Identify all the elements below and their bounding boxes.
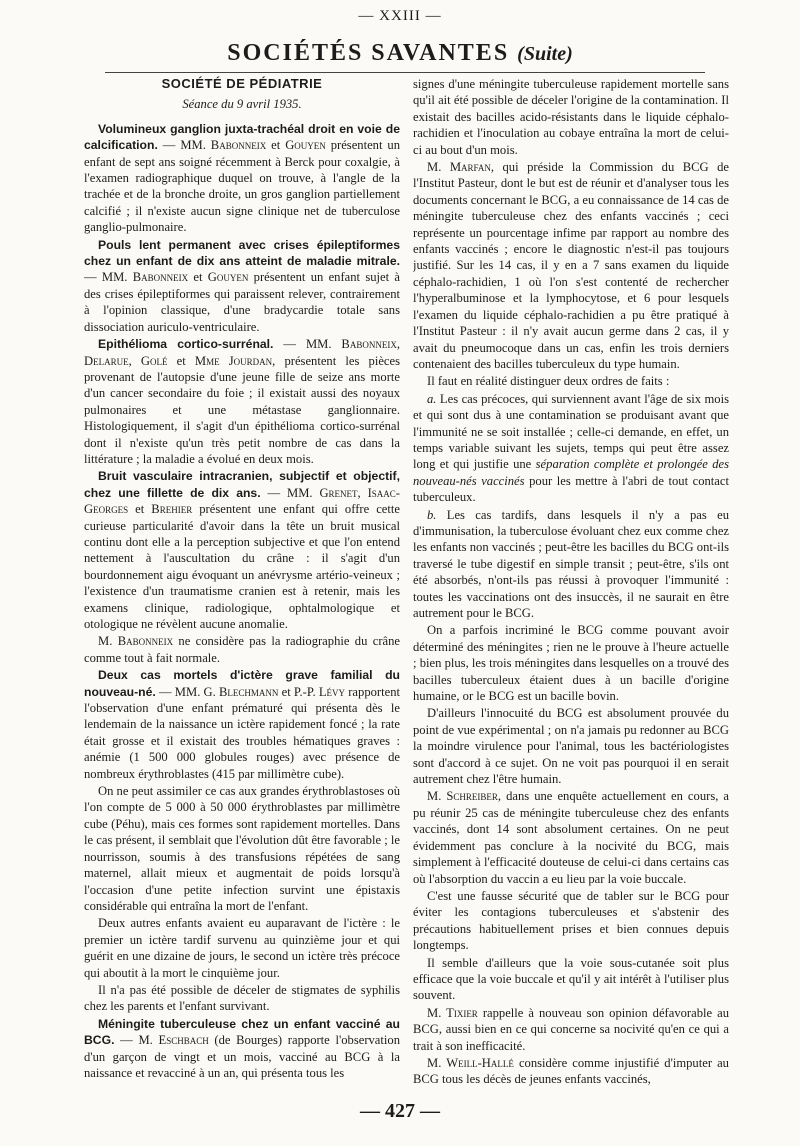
article-ictere-p2: On ne peut assimiler ce cas aux grandes érythroblastoses où l'on compte de 5 000 à 50 000 érythroblastes par millimètre cube (Péhu), mais ces formes sont rapidement mortelles. Dans le cas présent, il semblait que l'évolution dût être favorable ; le nourrisson, soumis à des transfusions répétées de sang maternel, allait mieux et augmentait de poids lorsqu'à l'occasion d'une petite infection survint une épistaxis considérable qui entraîna la mort de l'enfant. — [84, 784, 400, 913]
article-bruit-comment — [84, 633, 400, 666]
author: MM. Babonneix — [180, 138, 267, 153]
author: MM. Grenet, Isaac-Georges — [84, 485, 400, 517]
running-page-number: — XXIII — — [358, 8, 442, 24]
article-body: , présentent les pièces provenant de l'autopsie d'une jeune fille de seize ans morte d'un cancer secondaire du foie ; il existait aussi des noyaux pulmonaires et une métastase ganglionnaire. Histologiquement, il s'agit d'un épithélioma cortico-surrénal dont il n'existe qu'un très petit nombre de cas dans la littérature ; la maladie a évolué en deux mois. — [84, 353, 400, 466]
article-ictere: Deux cas mortels d'ictère grave familial du nouveau-né. — MM. G. Blechmann et P.-P. Lévy rapportent l'observation d'une enfant prématuré qui présenta dès le lendemain de la naissance un ictère rapidement foncé ; la rate était grosse et il existait des troubles hématiques graves : anémie (1 500 000 globules rouges) avec présence de nombreux érythroblastes (415 par millimètre cube). — [84, 668, 400, 781]
section-title: SOCIÉTÉS SAVANTES — [227, 40, 510, 66]
list-marker: a. — [427, 391, 437, 406]
paragraph-deux-ordres: Il faut en réalité distinguer deux ordres de faits : — [427, 374, 670, 389]
paragraph-marfan — [413, 159, 729, 372]
article-ictere-p4: Il n'a pas été possible de déceler de stigmates de syphilis chez les parents et l'enfant survivant. — [84, 982, 400, 1014]
author: MM. Babonneix — [101, 270, 189, 285]
paragraph-body: rappelle à nouveau son opinion défavorable au BCG, aussi bien en ce qui concerne sa nocivité qu'en ce qui a trait à son inefficacité. — [413, 1005, 729, 1053]
emphasis: séparation complète et prolongée des nouveau-nés vaccinés — [413, 457, 729, 488]
article-body: présentent une enfant qui offre cette curieuse particularité d'avoir dans la tête un bruit musical continu dont elle a la perception subjective et que l'on entend nettement à l'auscultation du crâne : il s'agit d'un bourdonnement aigu évoquant un anévrysme artério-veineux ; l'existence d'un traumatisme cranien est à retenir, mais les examens clinique, radiologique, ophtalmologique et otologique ne révèlent aucune anomalie. — [84, 502, 400, 631]
article-pouls-lent: Pouls lent permanent avec crises épileptiformes chez un enfant de dix ans atteint de maladie mitrale. — MM. Babonneix et Gouyen présentent un enfant sujet à des crises épileptiformes qui paraissent relever, contrairement à l'opinion classique, d'une bradycardie totale sans dissociation auriculo-ventriculaire. — [84, 237, 400, 334]
author: MM. G. Blechmann — [174, 684, 279, 699]
seance-date: Séance du 9 avril 1935. — [182, 97, 302, 112]
article-title: Pouls lent permanent avec crises épileptiformes chez un enfant de dix ans atteint de maladie mitrale. — [84, 237, 400, 269]
author: MM. Babonneix, Delarue, Golé — [84, 337, 400, 368]
author: Brehier — [151, 502, 193, 517]
section-suite: (Suite) — [517, 43, 573, 65]
list-marker: b. — [427, 507, 437, 522]
author: Mme Jourdan — [194, 353, 273, 368]
author: M. Babonneix — [98, 634, 174, 649]
author: M. Tixier — [427, 1005, 478, 1020]
article-ictere-p3: Deux autres enfants avaient eu auparavant de l'ictère : le premier un ictère tardif survenu au quinzième jour et qui guérit en une dizaine de jours, le second un ictère très précoce qui aboutit à la mort le cinquième jour. — [84, 916, 400, 980]
article-title: Epithélioma cortico-surrénal. — [98, 337, 274, 352]
right-column — [413, 76, 729, 1091]
article-title: Méningite tuberculeuse chez un enfant vacciné au BCG. — [84, 1016, 400, 1048]
paragraph-fausse-securite: C'est une fausse sécurité que de tabler sur le BCG pour éviter les contagions tuberculeuses et s'abstenir des précautions habituellement prises et bien connues depuis longtemps. — [413, 888, 729, 953]
page-number: — 427 — — [360, 1100, 440, 1122]
section-header — [0, 40, 800, 67]
paragraph-body: considère comme injustifié d'imputer au BCG tous les décès de jeunes enfants vaccinés, — [413, 1055, 729, 1087]
article-body: présentent un enfant sujet à des crises épileptiformes qui paraissent relever, contrairement à l'opinion classique, d'une bradycardie totale sans dissociation auriculo-ventriculaire. — [84, 270, 400, 334]
paragraph-innocuite: D'ailleurs l'innocuité du BCG est absolument prouvée du point de vue expérimental ; on n'a jamais pu redonner au BCG la moindre virulence pour l'animal, tous les bactériologistes sont d'accord à ce sujet. On ne voit pas pourquoi il en serait autrement chez l'être humain. — [413, 706, 729, 787]
author: Gouyen — [207, 270, 249, 285]
article-meningite: Méningite tuberculeuse chez un enfant vacciné au BCG. — M. Eschbach (de Bourges) rapporte l'observation d'un garçon de vingt et un mois, vacciné au BCG à la naissance et revacciné à un an, qui présenta tous les — [84, 1016, 400, 1080]
paragraph-body: , dans une enquête actuellement en cours, a pu réunir 25 cas de méningite tuberculeuse chez des enfants vaccinés, dont 14 sont absolument certaines. On ne peut évidemment pas conclure à la nocivité du BCG, mais simplement à l'efficacité douteuse de celui-ci dans certains cas où l'absorption du vaccin a eu lieu par la voie buccale. — [413, 789, 729, 886]
article-title: Deux cas mortels d'ictère grave familial du nouveau-né. — [84, 668, 400, 699]
paragraph-voie-sous-cutanee: Il semble d'ailleurs que la voie sous-cutanée soit plus efficace que la voie buccale et qu'il y ait intérêt à l'utiliser plus souvent. — [413, 955, 729, 1003]
paragraph-cas-precoces: a. Les cas précoces, qui surviennent avant l'âge de six mois et qui sont dus à une contamination se produisant avant que l'immunité ne se soit installée ; celle-ci demande, en effet, un temps variable suivant les sujets, temps qui peut être assez long et qui justifie une séparation complète et prolongée des nouveau-nés vaccinés pour les mettre à l'abri de tout contact tuberculeux. — [413, 391, 729, 505]
author: M. Eschbach — [138, 1033, 209, 1048]
paragraph-tixier — [413, 1005, 729, 1054]
author: Gouyen — [285, 138, 326, 153]
paragraph-cas-tardifs: b. Les cas tardifs, dans lesquels il n'y a pas eu d'immunisation, la tuberculose évoluant chez eux comme chez les enfants non vaccinés ; peut-être les bacilles du BCG ont-ils traversé le tube digestif en simple transit ; peut-être, s'ils ont été absorbés, n'ont-ils pas réussi à provoquer l'immunité : toutes les vaccinations ont des insuccès, il ne saurait en être autrement pour le BCG. — [413, 507, 729, 620]
article-body: (de Bourges) rapporte l'observation d'un garçon de vingt et un mois, vacciné au BCG à la naissance et revacciné à un an, qui présenta tous les — [84, 1033, 400, 1080]
author: M. Weill-Hallé — [427, 1055, 514, 1070]
society-title: SOCIÉTÉ DE PÉDIATRIE — [161, 76, 323, 91]
paragraph-schreiber — [413, 788, 729, 886]
paragraph-incrimine: On a parfois incriminé le BCG comme pouvant avoir déterminé des méningites ; rien ne le prouve à l'heure actuelle ; bien plus, les trois méningites dans lesquelles on a trouvé des bacilles tuberculeux étaient dues à un bacille d'origine humaine, or le BCG est un bacille bovin. — [413, 623, 729, 704]
article-body: ne considère pas la radiographie du crâne comme tout à fait normale. — [84, 634, 400, 665]
article-body: présentent un enfant de sept ans soigné récemment à Berck pour coxalgie, à l'examen radiographique duquel on trouve, à l'angle de la trachée et de la bronche droite, un gros ganglion partiellement calcifié ; il n'existe aucun signe clinique net de tuberculose ganglio-pulmonaire. — [84, 138, 400, 235]
article-body: rapportent l'observation d'une enfant prématuré qui présenta dès le lendemain de la naissance un ictère rapidement foncé ; la rate était grosse et il existait des troubles hématiques graves : anémie (1 500 000 globules rouges) avec présence de nombreux érythroblastes (415 par millimètre cube). — [84, 684, 400, 781]
article-title: Bruit vasculaire intracranien, subjectif et objectif, chez une fillette de dix ans. — [84, 469, 400, 500]
article-title: Volumineux ganglion juxta-trachéal droit en voie de calcification. — [84, 121, 400, 153]
author: M. Schreiber — [427, 789, 498, 804]
article-ganglion: Volumineux ganglion juxta-trachéal droit en voie de calcification. — MM. Babonneix et Gouyen présentent un enfant de sept ans soigné récemment à Berck pour coxalgie, à l'examen radiographique duquel on trouve, à l'angle de la trachée et de la bronche droite, un gros ganglion partiellement calcifié ; il n'existe aucun signe clinique net de tuberculose ganglio-pulmonaire. — [84, 121, 400, 235]
paragraph-continuation: signes d'une méningite tuberculeuse rapidement mortelle sans qu'il ait été possible de déceler l'origine de la contamination. Il existait des bacilles acido-résistants dans le liquide céphalo-rachidien et l'inoculation au cobaye entraîna la mort de celui-ci au bout d'un mois. — [413, 77, 729, 157]
author: M. Marfan — [427, 160, 491, 175]
author: P.-P. Lévy — [293, 684, 346, 699]
header-rule — [105, 72, 705, 73]
paragraph-weill-halle — [413, 1055, 729, 1088]
article-bruit-vasculaire: Bruit vasculaire intracranien, subjectif et objectif, chez une fillette de dix ans. — MM. Grenet, Isaac-Georges et Brehier présentent une enfant qui offre cette curieuse particularité d'avoir dans la tête un bruit musical continu dont elle a la perception subjective et que l'on entend nettement à l'auscultation du crâne : il s'agit d'un bourdonnement aigu évoquant un anévrysme artério-veineux ; l'existence d'un traumatisme cranien est à retenir, mais les examens clinique, radiologique, ophtalmologique et otologique ne révèlent aucune anomalie. — [84, 469, 400, 631]
left-column — [84, 76, 400, 1091]
article-epithelioma: Epithélioma cortico-surrénal. — MM. Babonneix, Delarue, Golé et Mme Jourdan, présentent les pièces provenant de l'autopsie d'une jeune fille de seize ans morte d'un cancer secondaire du foie ; il existait aussi des noyaux pulmonaires et une métastase ganglionnaire. Histologiquement, il s'agit d'un épithélioma cortico-surrénal dont il n'existe qu'un très petit nombre de cas dans la littérature ; la maladie a évolué en deux mois. — [84, 337, 400, 466]
paragraph-body: , qui préside la Commission du BCG de l'Institut Pasteur, dont le but est de réunir et d'analyser tous les documents concernant le BCG, a eu connaissance de 14 cas de méningite tuberculeuse chez des enfants vaccinés ; ceci représente un pourcentage infime par rapport au nombre des enfants vaccinés ; encore le diagnostic n'est-il pas toujours justifié. Sur les 14 cas, il y en a 7 sans examen du liquide céphalo-rachidien, 1 où l'on s'est contenté de rechercher l'hyperalbuminose et la lymphocytose, et 6 pour lesquels l'examen du liquide céphalo-rachidien a pu être pratiqué à l'Institut Pasteur : il n'y avait aucun germe dans 2 cas, il y avait du pneumocoque dans un cas, enfin les trois derniers contenaient des bacilles tuberculeux du type humain. — [413, 160, 729, 371]
